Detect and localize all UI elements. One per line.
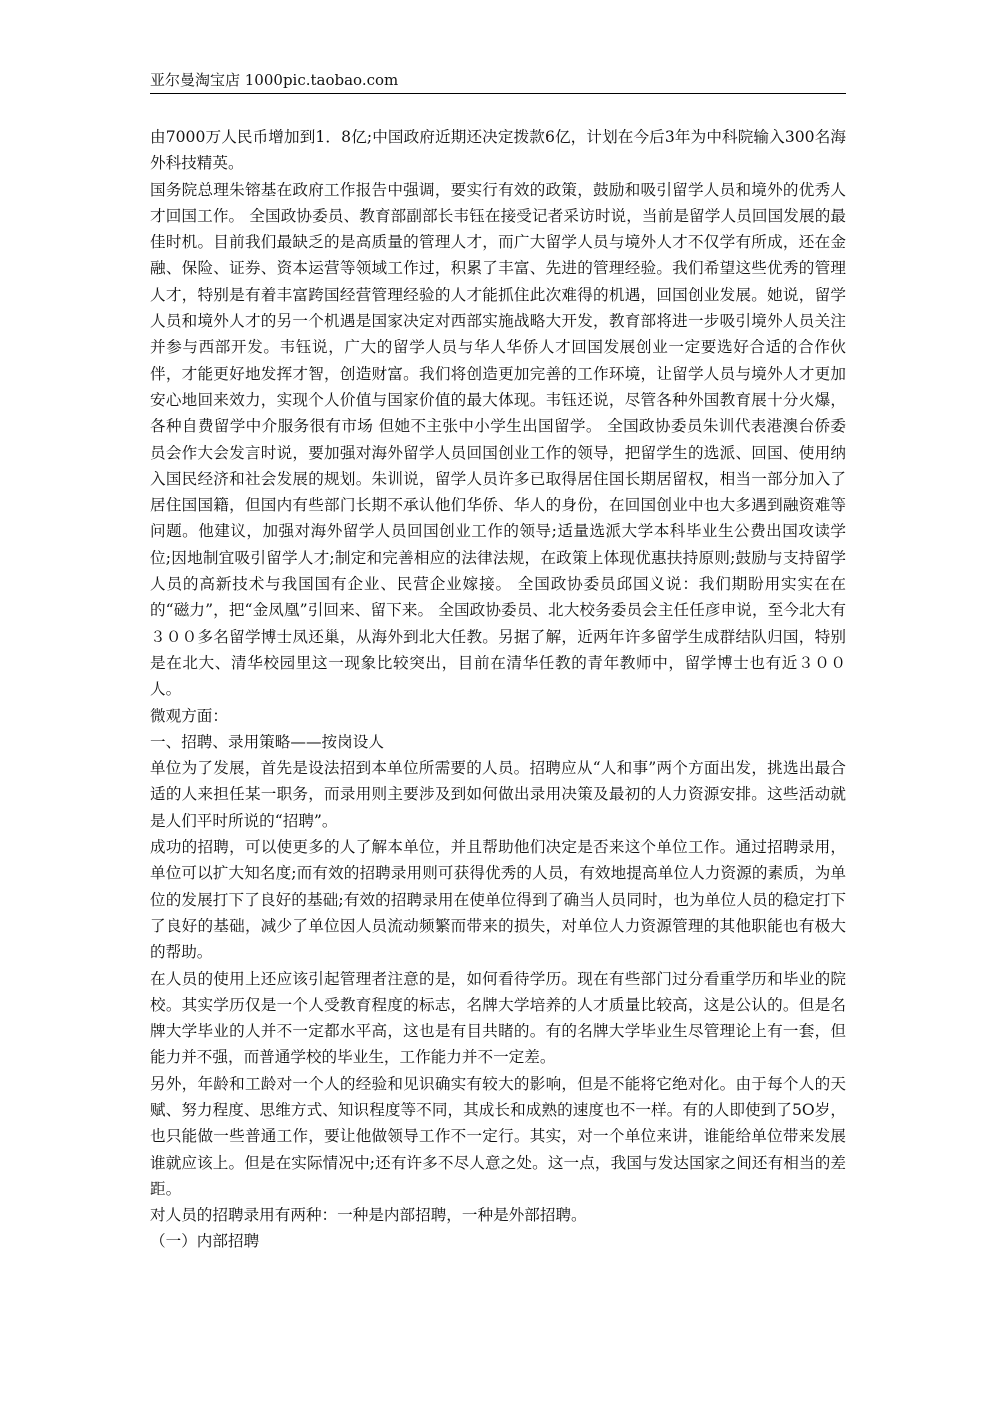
paragraph: 另外，年龄和工龄对一个人的经验和见识确实有较大的影响，但是不能将它绝对化。由于每个人的天赋、努力程度、思维方式、知识程度等不同，其成长和成熟的速度也不一样。有的人即使到了5O岁，也只能做一些普通工作，要让他做领导工作不一定行。其实，对一个单位来讲，谁能给单位带来发展谁就应该上。但是在实际情况中;还有许多不尽人意之处。这一点，我国与发达国家之间还有相当的差距。	[150, 1074, 846, 1198]
section-heading: （一）内部招聘	[150, 1232, 260, 1251]
paragraph: 在人员的使用上还应该引起管理者注意的是，如何看待学历。现在有些部门过分看重学历和毕业的院校。其实学历仅是一个人受教育程度的标志，名牌大学培养的人才质量比较高，这是公认的。但是名牌大学毕业的人并不一定都水平高，这也是有目共睹的。有的名牌大学毕业生尽管理论上有一套，但能力并不强，而普通学校的毕业生，工作能力并不一定差。	[150, 969, 846, 1067]
shop-name: 亚尔曼淘宝店 1000pic.taobao.com	[150, 71, 399, 89]
paragraph: 单位为了发展，首先是设法招到本单位所需要的人员。招聘应从“人和事”两个方面出发，挑选出最合适的人来担任某一职务，而录用则主要涉及到如何做出录用决策及最初的人力资源安排。这些活动就是人们平时所说的“招聘”。	[150, 759, 846, 830]
paragraph: 成功的招聘，可以使更多的人了解本单位，并且帮助他们决定是否来这个单位工作。通过招聘录用，单位可以扩大知名度;而有效的招聘录用则可获得优秀的人员，有效地提高单位人力资源的素质，为单位的发展打下了良好的基础;有效的招聘录用在使单位得到了确当人员同时，也为单位人员的稳定打下了良好的基础，减少了单位因人员流动频繁而带来的损失，对单位人力资源管理的其他职能也有极大的帮助。	[150, 838, 846, 962]
paragraph: 国务院总理朱镕基在政府工作报告中强调，要实行有效的政策，鼓励和吸引留学人员和境外的优秀人才回国工作。 全国政协委员、教育部副部长韦钰在接受记者采访时说，当前是留学人员回国发展的最佳时机。目前我们最缺乏的是高质量的管理人才，而广大留学人员与境外人才不仅学有所成，还在金融、保险、证券、资本运营等领域工作过，积累了丰富、先进的管理经验。我们希望这些优秀的管理人才，特别是有着丰富跨国经营管理经验的人才能抓住此次难得的机遇，回国创业发展。她说，留学人员和境外人才的另一个机遇是国家决定对西部实施战略大开发，教育部将进一步吸引境外人员关注并参与西部开发。韦钰说，广大的留学人员与华人华侨人才回国发展创业一定要选好合适的合作伙伴，才能更好地发挥才智，创造财富。我们将创造更加完善的工作环境，让留学人员与境外人才更加安心地回来效力，实现个人价值与国家价值的最大体现。韦钰还说，尽管各种外国教育展十分火爆，各种自费留学中介服务很有市场 但她不主张中小学生出国留学。 全国政协委员朱训代表港澳台侨委员会作大会发言时说，要加强对海外留学人员回国创业工作的领导，把留学生的选派、回国、使用纳入国民经济和社会发展的规划。朱训说，留学人员许多已取得居住国长期居留权，相当一部分加入了居住国国籍，但国内有些部门长期不承认他们华侨、华人的身份，在回国创业中也大多遇到融资难等问题。他建议，加强对海外留学人员回国创业工作的领导;适量选派大学本科毕业生公费出国攻读学位;因地制宜吸引留学人才;制定和完善相应的法律法规，在政策上体现优惠扶持原则;鼓励与支持留学人员的高新技术与我国国有企业、民营企业嫁接。 全国政协委员邱国义说：我们期盼用实实在在的“磁力”，把“金凤凰”引回来、留下来。 全国政协委员、北大校务委员会主任任彦申说，至今北大有３００多名留学博士凤还巢，从海外到北大任教。另据了解，近两年许多留学生成群结队归国，特别是在北大、清华校园里这一现象比较突出，目前在清华任教的青年教师中，留学博士也有近３００人。	[150, 180, 846, 699]
paragraph: 由7000万人民币增加到1．8亿;中国政府近期还决定拨款6亿，计划在今后3年为中科院输入300名海外科技精英。	[150, 128, 846, 173]
page-header	[150, 70, 846, 94]
paragraph: 对人员的招聘录用有两种：一种是内部招聘，一种是外部招聘。	[150, 1206, 587, 1225]
article-body	[150, 124, 846, 1255]
section-heading: 一、招聘、录用策略——按岗设人	[150, 732, 384, 751]
section-heading: 微观方面：	[150, 706, 228, 725]
